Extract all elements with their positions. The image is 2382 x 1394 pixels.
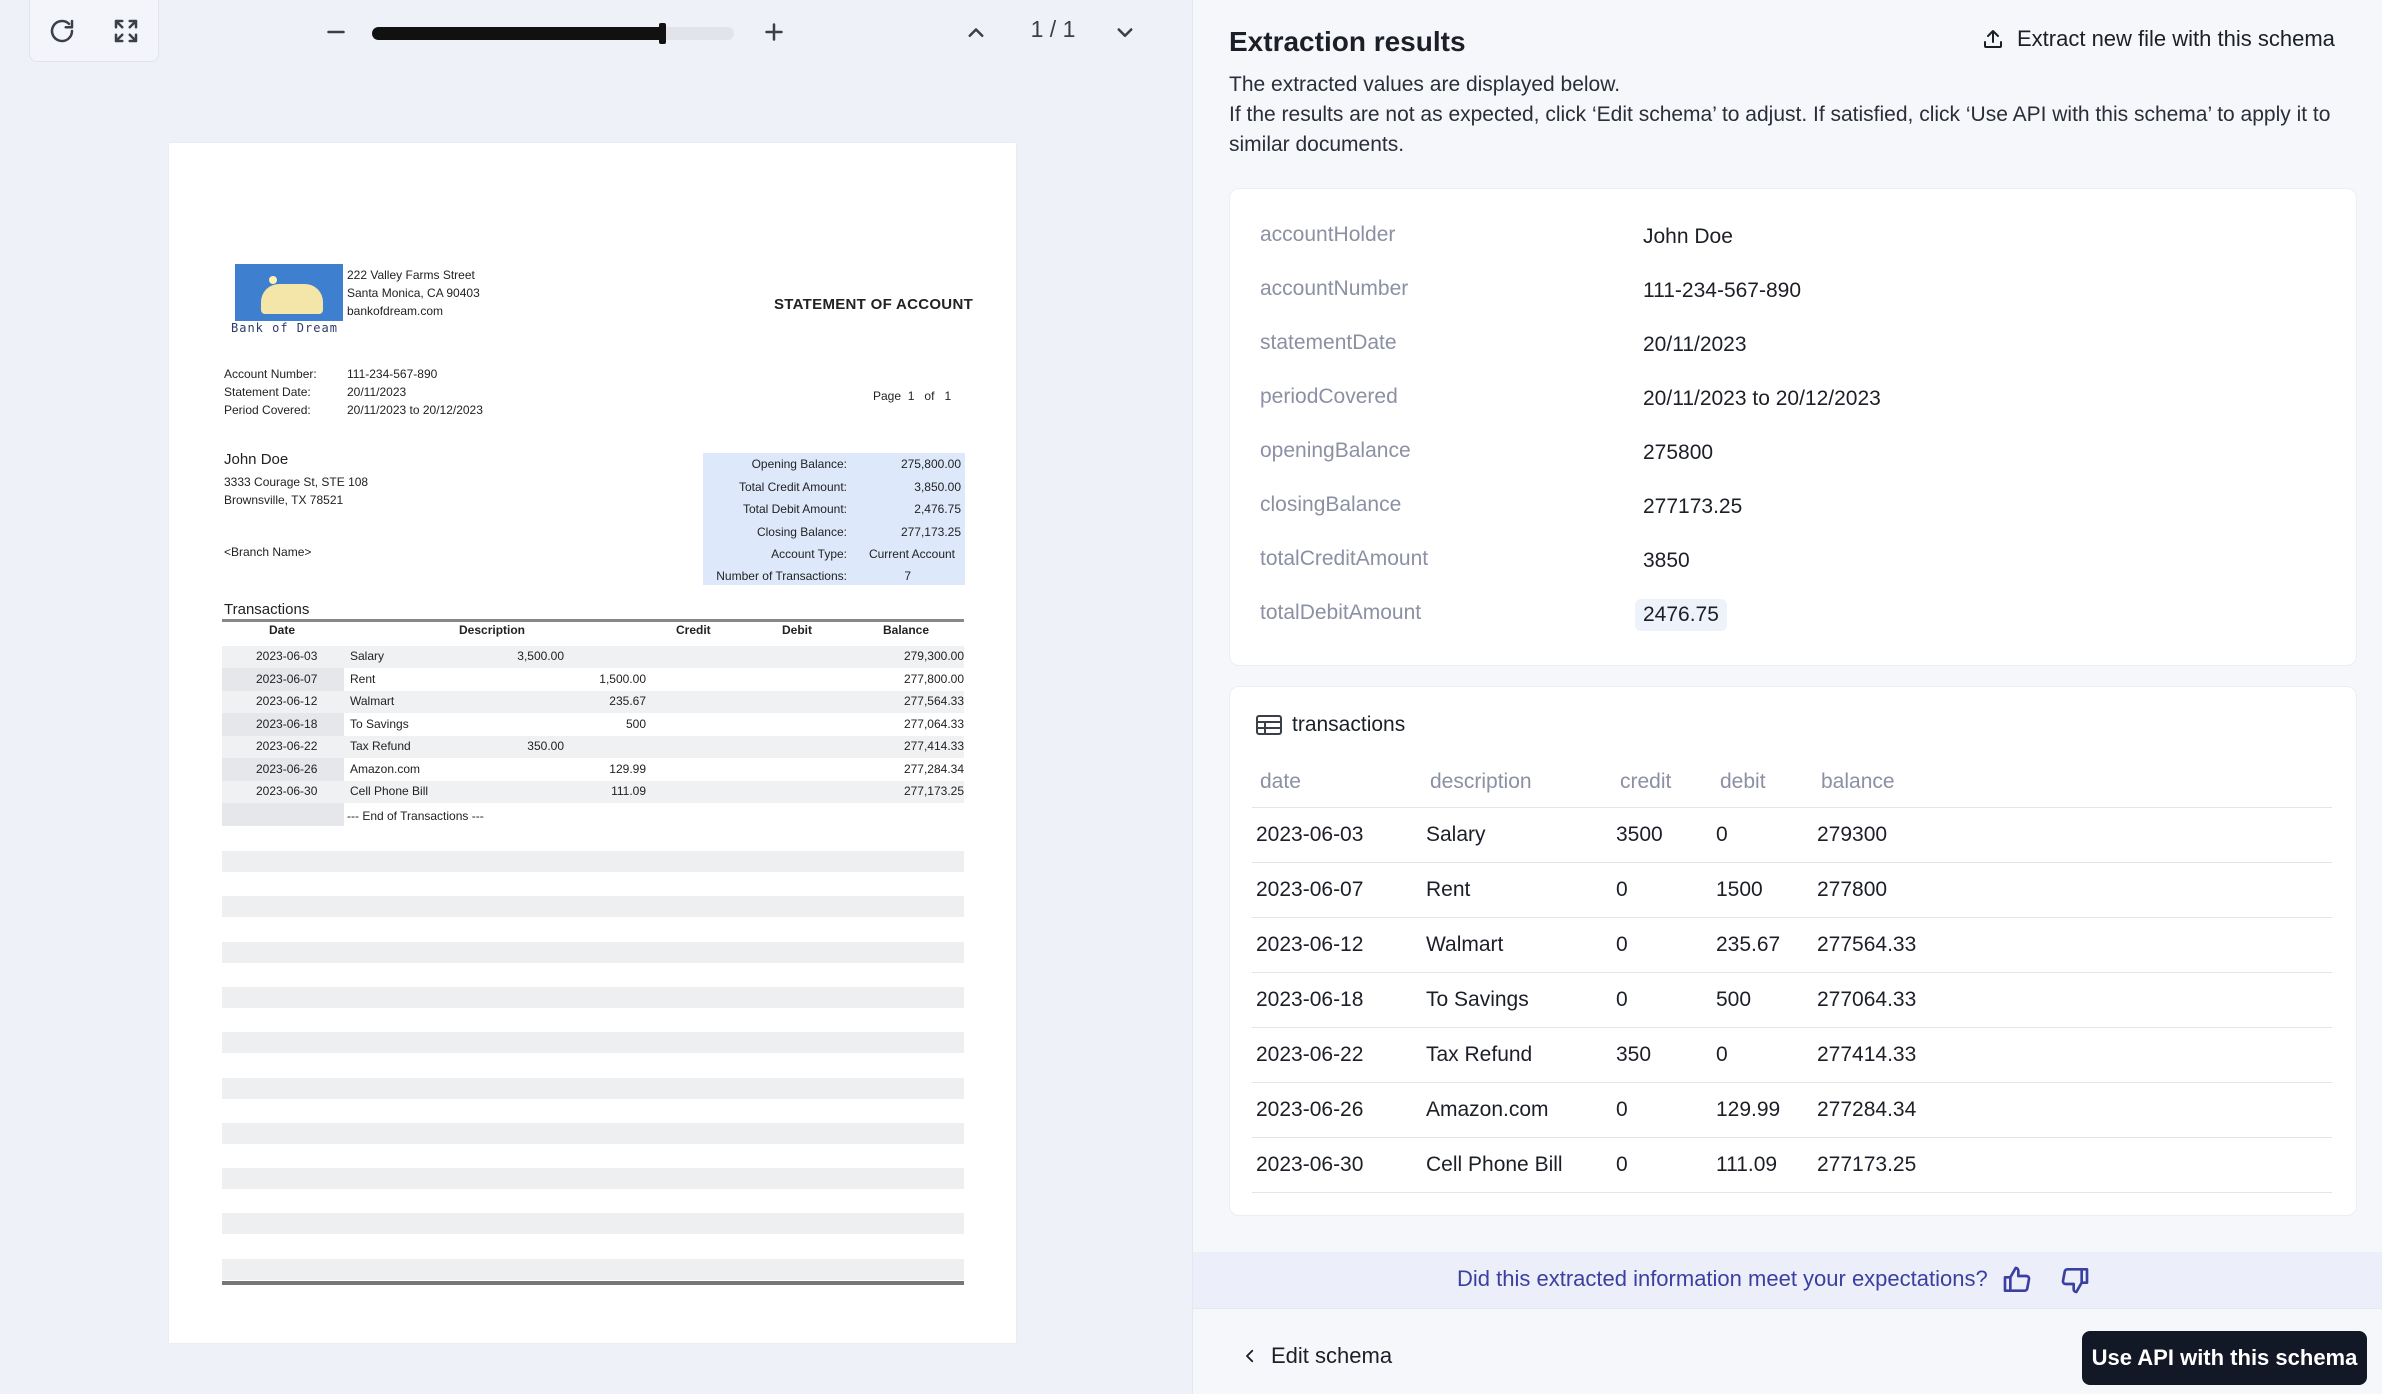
column-header: Debit bbox=[782, 623, 812, 637]
statement-row bbox=[222, 669, 964, 691]
chevron-left-icon bbox=[1241, 1347, 1259, 1365]
blank-row bbox=[222, 987, 964, 1008]
statement-cell-desc: To Savings bbox=[350, 716, 409, 731]
zoom-slider-handle[interactable] bbox=[659, 23, 666, 44]
thumbs-up-icon bbox=[2001, 1264, 2033, 1296]
statement-cell-date: 2023-06-18 bbox=[256, 716, 318, 731]
edit-schema-button[interactable] bbox=[1241, 1343, 1392, 1369]
summary-label: Account Type: bbox=[771, 547, 847, 561]
cell-balance: 277414.33 bbox=[1813, 1027, 2332, 1082]
minus-icon bbox=[321, 17, 351, 47]
blank-row bbox=[222, 896, 964, 917]
description-line: The extracted values are displayed below. bbox=[1229, 73, 1621, 96]
page-number: 1 bbox=[907, 389, 915, 403]
summary-label: Total Credit Amount: bbox=[738, 480, 847, 494]
cell-description: Salary bbox=[1422, 807, 1612, 862]
expand-icon[interactable] bbox=[104, 9, 148, 53]
results-title: Extraction results bbox=[1229, 26, 1466, 57]
column-header: Date bbox=[269, 623, 296, 637]
meta-value: 20/11/2023 to 20/12/2023 bbox=[347, 403, 483, 417]
table-header-row bbox=[1252, 757, 2332, 807]
footer-divider bbox=[1193, 1308, 2382, 1309]
cell-date: 2023-06-30 bbox=[1252, 1137, 1422, 1192]
statement-cell-date: 2023-06-03 bbox=[256, 649, 318, 663]
summary-label: Closing Balance: bbox=[756, 525, 847, 539]
blank-row bbox=[222, 1078, 964, 1099]
field-value[interactable]: 275800 bbox=[1643, 441, 1714, 464]
column-header: Description bbox=[459, 623, 526, 637]
feedback-question: Did this extracted information meet your expectations? bbox=[1457, 1266, 1988, 1291]
blank-row bbox=[222, 1123, 964, 1144]
statement-cell-debit: 500 bbox=[625, 716, 646, 731]
field-value[interactable]: John Doe bbox=[1643, 225, 1733, 248]
meta-labels bbox=[224, 365, 317, 419]
page-of: of bbox=[924, 389, 935, 403]
cell-date: 2023-06-26 bbox=[1252, 1082, 1422, 1137]
previous-page-button[interactable] bbox=[954, 10, 998, 54]
statement-row bbox=[222, 646, 964, 668]
summary-label: Total Debit Amount: bbox=[742, 502, 847, 516]
field-key: openingBalance bbox=[1260, 439, 1411, 462]
statement-cell-balance: 279,300.00 bbox=[903, 649, 964, 663]
page-label: Page bbox=[873, 389, 902, 403]
results-panel bbox=[1193, 0, 2382, 1394]
transactions-heading: Transactions bbox=[224, 601, 310, 618]
cell-balance: 277064.33 bbox=[1813, 972, 2332, 1027]
statement-cell-debit: 111.09 bbox=[611, 784, 646, 798]
thumbs-up-button[interactable] bbox=[1997, 1260, 2037, 1300]
bank-logo bbox=[235, 264, 343, 321]
meta-label: Period Covered: bbox=[224, 403, 311, 417]
blank-row bbox=[222, 1032, 964, 1053]
cell-credit: 0 bbox=[1612, 862, 1712, 917]
thumbs-down-button[interactable] bbox=[2055, 1260, 2095, 1300]
statement-row bbox=[222, 759, 964, 781]
field-value[interactable]: 2476.75 bbox=[1635, 599, 1727, 631]
statement-cell-credit: 3,500.00 bbox=[517, 649, 564, 663]
table-row bbox=[1252, 807, 2332, 862]
meta-value: 111-234-567-890 bbox=[347, 367, 438, 381]
cell-description: Walmart bbox=[1422, 917, 1612, 972]
cell-debit: 129.99 bbox=[1712, 1082, 1813, 1137]
field-key: accountNumber bbox=[1260, 277, 1409, 300]
results-description bbox=[1229, 70, 2359, 160]
meta-label: Account Number: bbox=[224, 367, 317, 381]
table-row bbox=[1252, 917, 2332, 972]
statement-cell-balance: 277,064.33 bbox=[903, 716, 964, 731]
statement-cell-date: 2023-06-22 bbox=[256, 739, 318, 753]
cell-description: Cell Phone Bill bbox=[1422, 1137, 1612, 1192]
chevron-down-icon bbox=[1110, 17, 1140, 47]
viewer-toolbar bbox=[29, 0, 159, 62]
cell-debit: 500 bbox=[1712, 972, 1813, 1027]
refresh-icon[interactable] bbox=[40, 9, 84, 53]
statement-cell-balance: 277,564.33 bbox=[903, 694, 964, 708]
statement-cell-credit: 350.00 bbox=[527, 739, 564, 753]
summary-value: 277,173.25 bbox=[900, 525, 961, 539]
zoom-in-button[interactable] bbox=[752, 10, 796, 54]
statement-cell-balance: 277,284.34 bbox=[903, 761, 964, 776]
transactions-card bbox=[1229, 686, 2357, 1216]
extract-new-file-button[interactable] bbox=[1981, 26, 2335, 52]
column-header: date bbox=[1252, 757, 1422, 807]
statement-cell-balance: 277,414.33 bbox=[903, 739, 964, 753]
zoom-out-button[interactable] bbox=[314, 10, 358, 54]
customer-address-line: 3333 Courage St, STE 108 bbox=[224, 475, 369, 489]
blank-row bbox=[222, 1259, 964, 1280]
chevron-up-icon bbox=[961, 17, 991, 47]
cell-date: 2023-06-18 bbox=[1252, 972, 1422, 1027]
summary-value: 275,800.00 bbox=[900, 457, 961, 471]
statement-cell-desc: Rent bbox=[350, 671, 376, 686]
column-header: description bbox=[1422, 757, 1612, 807]
cell-description: Tax Refund bbox=[1422, 1027, 1612, 1082]
upload-icon bbox=[1981, 27, 2005, 51]
blank-row bbox=[222, 1168, 964, 1189]
thumbs-down-icon bbox=[2059, 1264, 2091, 1296]
field-key: totalDebitAmount bbox=[1260, 601, 1422, 624]
statement-cell-desc: Tax Refund bbox=[350, 739, 411, 753]
cell-credit: 0 bbox=[1612, 1137, 1712, 1192]
bank-address-line: Santa Monica, CA 90403 bbox=[347, 286, 480, 300]
page-indicator: 1 / 1 bbox=[1030, 16, 1076, 42]
bank-website: bankofdream.com bbox=[347, 304, 444, 318]
use-api-button[interactable]: Use API with this schema bbox=[2082, 1331, 2367, 1385]
customer-address-line: Brownsville, TX 78521 bbox=[224, 493, 344, 507]
cell-balance: 277800 bbox=[1813, 862, 2332, 917]
statement-cell-date: 2023-06-30 bbox=[256, 784, 318, 798]
table-row bbox=[1252, 972, 2332, 1027]
cell-credit: 0 bbox=[1612, 917, 1712, 972]
next-page-button[interactable] bbox=[1103, 10, 1147, 54]
column-header: Balance bbox=[883, 623, 930, 637]
meta-value: 20/11/2023 bbox=[347, 385, 407, 399]
cell-debit: 0 bbox=[1712, 1027, 1813, 1082]
plus-icon bbox=[759, 17, 789, 47]
field-value[interactable]: 20/11/2023 to 20/12/2023 bbox=[1643, 387, 1881, 410]
description-line: If the results are not as expected, click ‘Edit schema’ to adjust. If satisfied, click ‘Use API with this schema’ to apply it to similar documents. bbox=[1229, 103, 2331, 156]
cell-debit: 1500 bbox=[1712, 862, 1813, 917]
cell-credit: 0 bbox=[1612, 972, 1712, 1027]
statement-cell-debit: 129.99 bbox=[609, 761, 646, 776]
statement-cell-desc: Amazon.com bbox=[350, 761, 421, 776]
cell-date: 2023-06-12 bbox=[1252, 917, 1422, 972]
meta-values bbox=[347, 365, 483, 419]
field-key: closingBalance bbox=[1260, 493, 1402, 516]
table-icon bbox=[1256, 715, 1282, 735]
statement-cell-date: 2023-06-12 bbox=[256, 694, 318, 708]
statement-cell-balance: 277,173.25 bbox=[903, 784, 964, 798]
field-value[interactable]: 111-234-567-890 bbox=[1643, 279, 1802, 302]
statement-cell-debit: 235.67 bbox=[609, 694, 646, 708]
transactions-rule bbox=[222, 619, 964, 622]
zoom-slider[interactable] bbox=[372, 27, 734, 40]
cell-balance: 277284.34 bbox=[1813, 1082, 2332, 1137]
cell-balance: 279300 bbox=[1813, 807, 2332, 862]
page-total: 1 bbox=[944, 389, 952, 403]
cell-date: 2023-06-03 bbox=[1252, 807, 1422, 862]
field-key: totalCreditAmount bbox=[1260, 547, 1429, 570]
statement-title: STATEMENT OF ACCOUNT bbox=[774, 296, 974, 313]
bank-address-line: 222 Valley Farms Street bbox=[347, 268, 475, 282]
cell-debit: 0 bbox=[1712, 807, 1813, 862]
cell-balance: 277173.25 bbox=[1813, 1137, 2332, 1192]
cell-debit: 235.67 bbox=[1712, 917, 1813, 972]
cell-date: 2023-06-07 bbox=[1252, 862, 1422, 917]
cell-credit: 0 bbox=[1612, 1082, 1712, 1137]
bank-address bbox=[347, 266, 480, 320]
feedback-bar bbox=[1193, 1252, 2382, 1308]
meta-label: Statement Date: bbox=[224, 385, 311, 399]
statement-cell-desc: Walmart bbox=[350, 694, 395, 708]
cell-credit: 350 bbox=[1612, 1027, 1712, 1082]
table-row bbox=[1252, 1027, 2332, 1082]
statement-row bbox=[222, 781, 964, 803]
extracted-fields-card bbox=[1229, 188, 2357, 666]
summary-value: Current Account bbox=[868, 547, 955, 561]
branch-name: <Branch Name> bbox=[224, 545, 312, 559]
field-key: statementDate bbox=[1260, 331, 1397, 354]
field-key: accountHolder bbox=[1260, 223, 1396, 246]
cell-date: 2023-06-22 bbox=[1252, 1027, 1422, 1082]
column-header: debit bbox=[1712, 757, 1813, 807]
statement-cell-desc: Cell Phone Bill bbox=[350, 784, 429, 798]
cell-balance: 277564.33 bbox=[1813, 917, 2332, 972]
cell-description: Amazon.com bbox=[1422, 1082, 1612, 1137]
statement-cell-date: 2023-06-26 bbox=[256, 761, 318, 776]
customer-address bbox=[224, 473, 368, 509]
logo-cloud bbox=[261, 284, 323, 314]
summary-value: 7 bbox=[904, 569, 911, 583]
statement-cell-debit: 1,500.00 bbox=[599, 671, 646, 686]
table-row bbox=[1252, 1137, 2332, 1192]
field-value[interactable]: 277173.25 bbox=[1643, 495, 1743, 518]
extract-new-label: Extract new file with this schema bbox=[2017, 26, 2335, 51]
summary-label: Number of Transactions: bbox=[716, 569, 847, 583]
summary-value: 3,850.00 bbox=[914, 480, 961, 494]
field-key: periodCovered bbox=[1260, 385, 1398, 408]
logo-sun bbox=[269, 276, 277, 284]
summary-value: 2,476.75 bbox=[914, 502, 961, 516]
cell-description: To Savings bbox=[1422, 972, 1612, 1027]
blank-row bbox=[222, 851, 964, 872]
end-of-transactions: --- End of Transactions --- bbox=[347, 809, 484, 823]
table-row bbox=[1252, 1082, 2332, 1137]
statement-page bbox=[169, 143, 1016, 1343]
statement-row bbox=[222, 736, 964, 758]
statement-row bbox=[222, 714, 964, 736]
statement-cell-balance: 277,800.00 bbox=[903, 671, 964, 686]
cell-debit: 111.09 bbox=[1712, 1137, 1813, 1192]
statement-cell-desc: Salary bbox=[350, 649, 385, 663]
transactions-card-title bbox=[1256, 713, 1405, 737]
statement-row bbox=[222, 691, 964, 713]
account-summary-box bbox=[703, 453, 965, 585]
page-bottom-rule bbox=[222, 1281, 964, 1285]
transactions-table bbox=[1252, 757, 2332, 1193]
summary-label: Opening Balance: bbox=[751, 457, 847, 471]
column-header: credit bbox=[1612, 757, 1712, 807]
blank-row bbox=[222, 1213, 964, 1234]
page-count bbox=[873, 387, 951, 405]
bank-name: Bank of Dream bbox=[231, 321, 338, 335]
zoom-slider-fill bbox=[372, 27, 662, 40]
field-value[interactable]: 3850 bbox=[1643, 549, 1690, 572]
transactions-label: transactions bbox=[1292, 713, 1406, 736]
blank-row bbox=[222, 942, 964, 963]
column-header: Credit bbox=[676, 623, 711, 637]
column-header: balance bbox=[1813, 757, 2332, 807]
field-value[interactable]: 20/11/2023 bbox=[1643, 333, 1747, 356]
edit-schema-label: Edit schema bbox=[1271, 1343, 1393, 1368]
cell-credit: 3500 bbox=[1612, 807, 1712, 862]
table-row bbox=[1252, 862, 2332, 917]
statement-cell-date: 2023-06-07 bbox=[256, 671, 318, 686]
cell-description: Rent bbox=[1422, 862, 1612, 917]
customer-name: John Doe bbox=[224, 451, 289, 468]
